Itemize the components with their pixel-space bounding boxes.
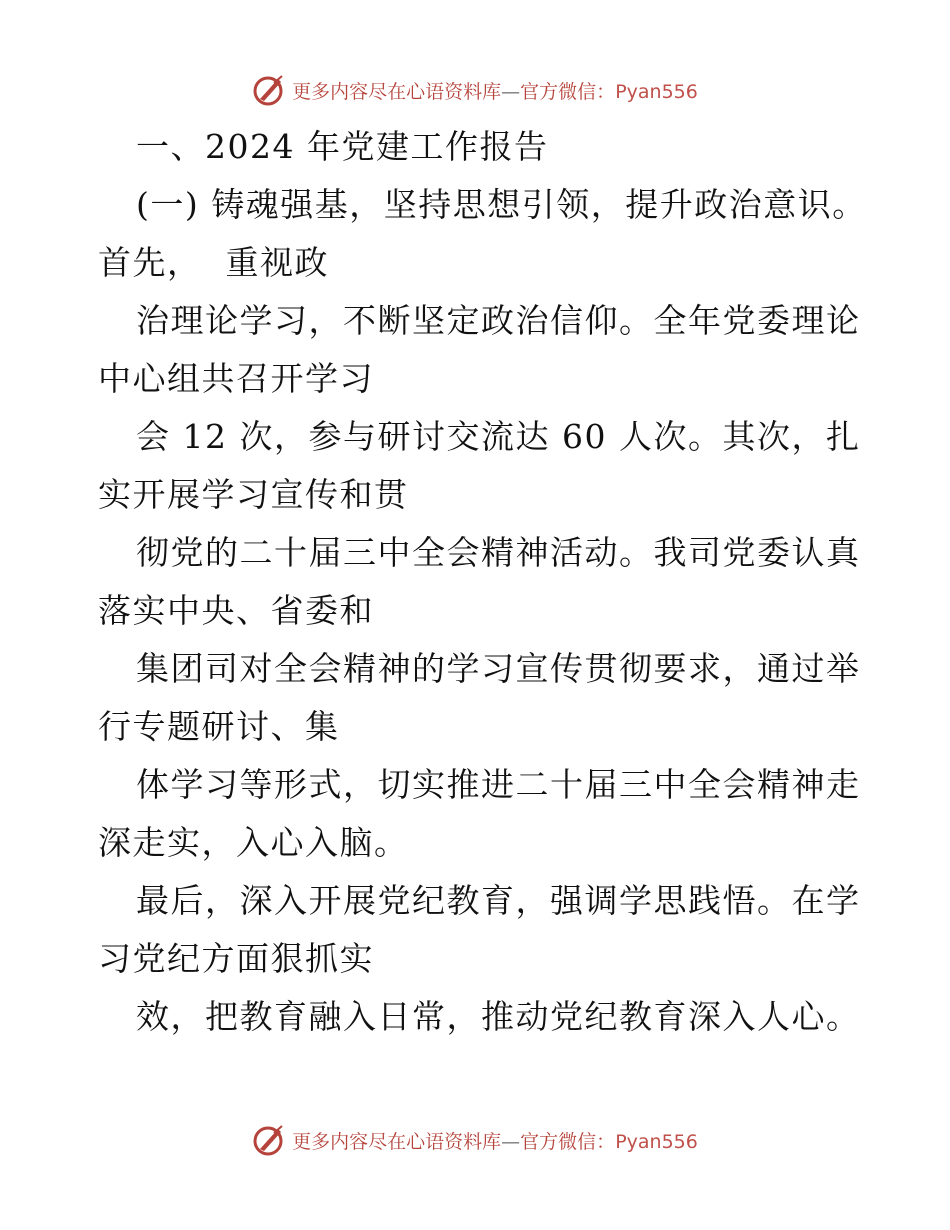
- paragraph-line: 行专题研讨、集: [98, 707, 340, 746]
- paragraph-line: 习党纪方面狠抓实: [98, 939, 374, 978]
- paragraph-line: 效，把教育融入日常，推动党纪教育深入人心。: [136, 997, 861, 1036]
- paragraph-line: 治理论学习，不断坚定政治信仰。全年党委理论: [136, 301, 861, 340]
- footer-banner: [0, 1118, 950, 1162]
- header-banner-title: 更多内容尽在心语资料库: [292, 80, 502, 103]
- paragraph-line: 彻党的二十届三中全会精神活动。我司党委认真: [136, 533, 861, 572]
- quill-pen-logo-icon: [252, 73, 286, 107]
- paragraph-line: 深走实，入心入脑。: [98, 823, 409, 862]
- paragraph-line: 落实中央、省委和: [98, 591, 374, 630]
- footer-banner-text: [292, 1127, 698, 1154]
- quill-pen-logo-icon: [252, 1123, 286, 1157]
- footer-banner-separator: —: [501, 1130, 521, 1153]
- header-banner: [0, 68, 950, 112]
- paragraph-line: 首先， 重视政: [98, 243, 329, 282]
- paragraph-line: 实开展学习宣传和贯: [98, 475, 409, 514]
- paragraph-line: 最后，深入开展党纪教育，强调学思践悟。在学: [136, 881, 861, 920]
- paragraph-line: 会 12 次，参与研讨交流达 60 人次。其次，扎: [136, 417, 861, 456]
- subsection-heading: (一) 铸魂强基，坚持思想引领，提升政治意识。: [136, 185, 867, 224]
- paragraph-line: 集团司对全会精神的学习宣传贯彻要求，通过举: [136, 649, 861, 688]
- header-banner-wechat-label: 官方微信：: [520, 80, 616, 103]
- paragraph-line: 中心组共召开学习: [98, 359, 374, 398]
- header-banner-wechat-id: Pyan556: [615, 80, 698, 103]
- header-banner-text: [292, 77, 698, 104]
- footer-banner-wechat-label: 官方微信：: [520, 1130, 616, 1153]
- footer-banner-wechat-id: Pyan556: [615, 1130, 698, 1153]
- paragraph-line: 体学习等形式，切实推进二十届三中全会精神走: [136, 765, 861, 804]
- footer-banner-title: 更多内容尽在心语资料库: [292, 1130, 502, 1153]
- header-banner-separator: —: [501, 80, 521, 103]
- section-heading: 一、2024 年党建工作报告: [136, 127, 549, 166]
- document-body: [98, 118, 867, 1046]
